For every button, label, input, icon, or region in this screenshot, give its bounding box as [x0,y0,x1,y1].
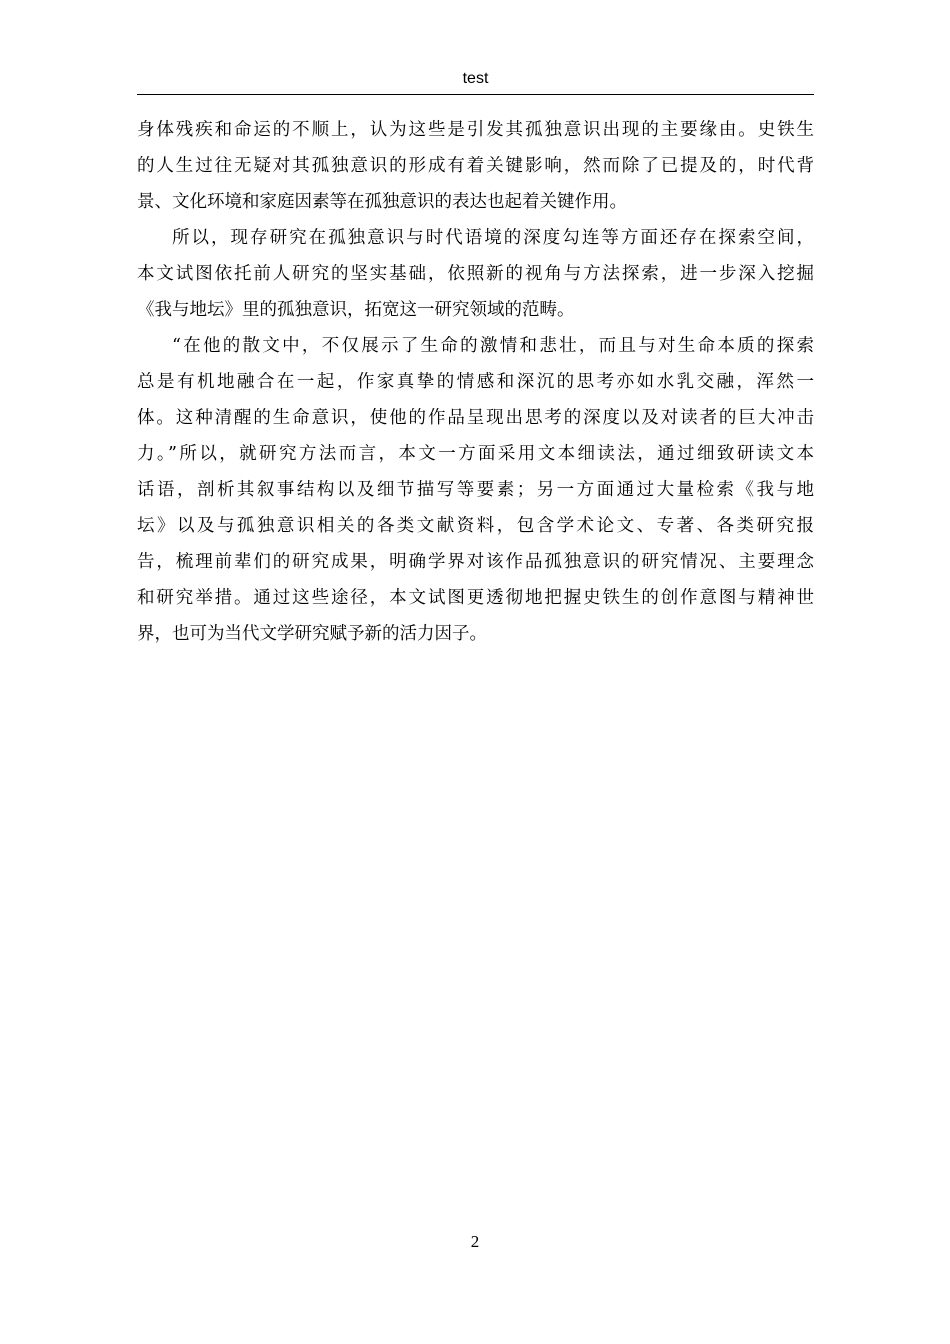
text-line: 的人生过往无疑对其孤独意识的形成有着关键影响，然而除了已提及的，时代背 [137,156,814,176]
text-line: “在他的散文中，不仅展示了生命的激情和悲壮，而且与对生命本质的探索 [172,336,814,356]
text-line: 力。”所以，就研究方法而言，本文一方面采用文本细读法，通过细致研读文本 [137,444,814,464]
page-number: 2 [470,1232,480,1251]
paragraph [137,112,814,220]
text-line: 界，也可为当代文学研究赋予新的活力因子。 [137,624,487,644]
text-line: 《我与地坛》里的孤独意识，拓宽这一研究领域的范畴。 [137,300,575,320]
text-line: 告，梳理前辈们的研究成果，明确学界对该作品孤独意识的研究情况、主要理念 [137,552,814,572]
page-header: test [137,66,814,95]
text-line: 和研究举措。通过这些途径，本文试图更透彻地把握史铁生的创作意图与精神世 [137,588,814,608]
body-text [137,112,814,652]
text-line: 体。这种清醒的生命意识，使他的作品呈现出思考的深度以及对读者的巨大冲击 [137,408,814,428]
text-line: 话语，剖析其叙事结构以及细节描写等要素；另一方面通过大量检索《我与地 [137,480,814,500]
paragraph [137,328,814,652]
text-line: 身体残疾和命运的不顺上，认为这些是引发其孤独意识出现的主要缘由。史铁生 [137,120,814,140]
text-line: 所以，现存研究在孤独意识与时代语境的深度勾连等方面还存在探索空间， [172,228,814,248]
text-line: 本文试图依托前人研究的坚实基础，依照新的视角与方法探索，进一步深入挖掘 [137,264,814,284]
text-line: 总是有机地融合在一起，作家真挚的情感和深沉的思考亦如水乳交融，浑然一 [137,372,814,392]
text-line: 坛》以及与孤独意识相关的各类文献资料，包含学术论文、专著、各类研究报 [137,516,814,536]
paragraph [137,220,814,328]
text-line: 景、文化环境和家庭因素等在孤独意识的表达也起着关键作用。 [137,192,627,212]
